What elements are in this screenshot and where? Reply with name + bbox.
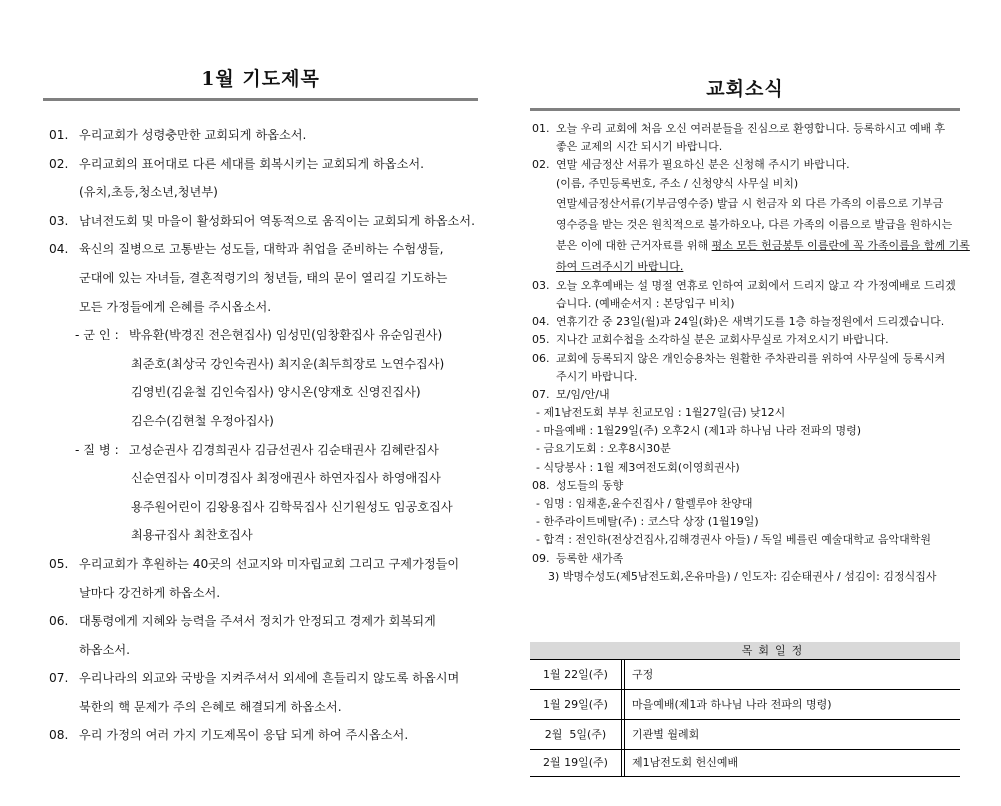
meeting-subitem: - 식당봉사 : 1월 제3여전도회(이영희권사) [536,460,740,474]
prayer-item: 06. 대통령에게 지혜와 능력을 주셔서 정치가 안정되고 경제가 회복되게 [49,614,436,629]
prayer-item: 07. 우리나라의 외교와 국방을 지켜주셔서 외세에 흔들리지 않도록 하옵시며 [49,671,460,686]
schedule-row [530,690,960,720]
schedule-event: 기관별 월례회 [632,728,700,741]
schedule-event: 제1남전도회 헌신예배 [632,756,739,769]
prayer-item: 08. 우리 가정의 여러 가지 기도제목이 응답 되게 하여 주시옵소서. [49,728,409,743]
military-line: 김영빈(김윤철 김인숙집사) 양시온(양재호 신영진집사) [131,385,421,400]
news-item-member-news: 08. 성도들의 동향 [532,478,624,492]
prayer-item: 02. 우리교회의 표어대로 다른 세대를 회복시키는 교회되게 하옵소서. [49,156,424,171]
news-item-new-family: 09. 등록한 새가족 [532,551,624,565]
prayer-item: 01. 우리교회가 성령충만한 교회되게 하옵소서. [49,128,307,142]
schedule-date: 1월 29일(주) [530,690,625,719]
news-item: 04. 연휴기간 중 23일(월)과 24일(화)은 새벽기도를 1층 하늘정원에서 드리겠습니다. [532,315,945,329]
news-item-meetings: 07. 모/임/안/내 [532,387,610,401]
prayer-topics-section [43,62,478,750]
new-family-entry: 3) 박명수성도(제5남전도회,온유마을) / 인도자: 김순태권사 / 섬김이: 김정식집사 [548,569,937,583]
news-item-continuation: (이름, 주민등록번호, 주소 / 신청양식 사무실 비치) [556,176,799,190]
news-item: 06. 교회에 등록되지 않은 개인승용차는 원활한 주차관리를 위하여 사무실에 등록시켜 [532,351,946,365]
church-news-title: 교회소식 [706,78,784,100]
member-news-subitem: - 임명 : 임채훈,윤수진집사 / 할렐루야 찬양대 [536,497,753,510]
member-news-subitem: - 합격 : 전인하(전상건집사,김해경권사 아들) / 독일 베를린 예술대학교 음악대학원 [536,533,931,547]
prayer-topics-title: 1월 기도제목 [201,68,320,90]
schedule-header: 목회일정 [530,642,960,660]
military-line: 최준호(최상국 강인숙권사) 최지운(최두희장로 노연수집사) [131,356,445,371]
prayer-item-continuation: 날마다 강건하게 하옵소서. [79,585,221,600]
schedule-row [530,750,960,777]
military-group: - 군 인 : 박유환(박경진 전은현집사) 임성민(임창환집사 유순임권사) [43,321,478,350]
news-item: 05. 지나간 교회수첩을 소각하실 분은 교회사무실로 가져오시기 바랍니다. [532,333,889,347]
schedule-event: 구정 [632,668,654,681]
meeting-subitem: - 제1남전도회 부부 친교모임 : 1월27일(금) 낮12시 [536,406,786,420]
sick-line: 신순연집사 이미경집사 최정애권사 하연자집사 하영애집사 [131,471,441,486]
prayer-item-continuation: 하옵소서. [79,642,130,657]
underlined-notice: 평소 모든 헌금봉투 이름란에 꼭 가족이름을 함께 기록 [711,238,970,252]
news-item-continuation: 영수증을 받는 것은 원칙적으로 불가하오나, 다른 가족의 이름으로 발급을 원하시는 [556,217,953,231]
meeting-subitem: - 마을예배 : 1월29일(주) 오후2시 (제1과 하나님 나라 전파의 명령) [536,424,862,438]
schedule-row [530,720,960,750]
prayer-item-continuation: (유치,초등,청소년,청년부) [79,185,218,200]
sick-label: - 질 병 : [75,442,119,457]
news-item-continuation: 분은 이에 대한 근거자료를 위해 평소 모든 헌금봉투 이름란에 꼭 가족이름을 함께 기록 [556,238,970,252]
underlined-notice: 하여 드려주시기 바랍니다. [556,259,684,273]
prayer-item-continuation: 군대에 있는 자녀들, 결혼적령기의 청년들, 태의 문이 열리길 기도하는 [79,270,448,285]
schedule-date: 2월 5일(주) [530,720,625,749]
prayer-item: 05. 우리교회가 후원하는 40곳의 선교지와 미자립교회 그리고 구제가정들이 [49,556,460,571]
news-item: 03. 오늘 오후예배는 설 명절 연휴로 인하여 교회에서 드리지 않고 각 가정예배로 드리겠 [532,278,956,292]
pastoral-schedule-table [530,642,960,777]
meeting-subitem: - 금요기도회 : 오후8시30분 [536,442,671,456]
prayer-item: 03. 남녀전도회 및 마을이 활성화되어 역동적으로 움직이는 교회되게 하옵소서. [49,213,475,228]
schedule-date: 1월 22일(주) [530,660,625,689]
schedule-row [530,660,960,690]
prayer-item: 04. 육신의 질병으로 고통받는 성도들, 대학과 취업을 준비하는 수험생들, [49,242,444,257]
news-item: 02. 연말 세금정산 서류가 필요하신 분은 신청해 주시기 바랍니다. [532,158,850,172]
military-line: 김은수(김현철 우정아집사) [131,413,274,428]
news-item-continuation: 주시기 바랍니다. [556,369,638,383]
schedule-event: 마을예배(제1과 하나님 나라 전파의 명령) [632,698,832,711]
church-news-section [530,62,970,586]
news-item-continuation: 연말세금정산서류(기부금영수증) 발급 시 헌금자 외 다른 가족의 이름으로 기부금 [556,196,944,210]
news-item: 01. 오늘 우리 교회에 처음 오신 여러분들을 진심으로 환영합니다. 등록하시고 예배 후 [532,122,946,135]
prayer-item-continuation: 모든 가정들에게 은혜를 주시옵소서. [79,299,272,314]
news-item-continuation: 습니다. (예배순서지 : 본당입구 비치) [556,296,735,310]
news-item-continuation [530,256,960,277]
sick-line: 최용규집사 최찬호집사 [131,528,253,543]
prayer-item-continuation: 북한의 핵 문제가 주의 은혜로 해결되게 하옵소서. [79,699,342,714]
sick-line: 용주원어린이 김왕용집사 김학묵집사 신기원성도 임공호집사 [131,499,453,514]
schedule-date: 2월 19일(주) [530,750,625,776]
title-divider [43,98,478,101]
military-label: - 군 인 : [75,328,119,343]
sick-group: - 질 병 : 고성순권사 김경희권사 김금선권사 김순태권사 김혜란집사 [43,436,478,465]
prayer-list [43,121,478,750]
member-news-subitem: - 한주라이트메탈(주) : 코스닥 상장 (1월19일) [536,515,759,529]
title-divider [530,108,960,111]
news-list [530,120,970,586]
news-item-continuation: 좋은 교제의 시간 되시기 바랍니다. [556,140,723,154]
